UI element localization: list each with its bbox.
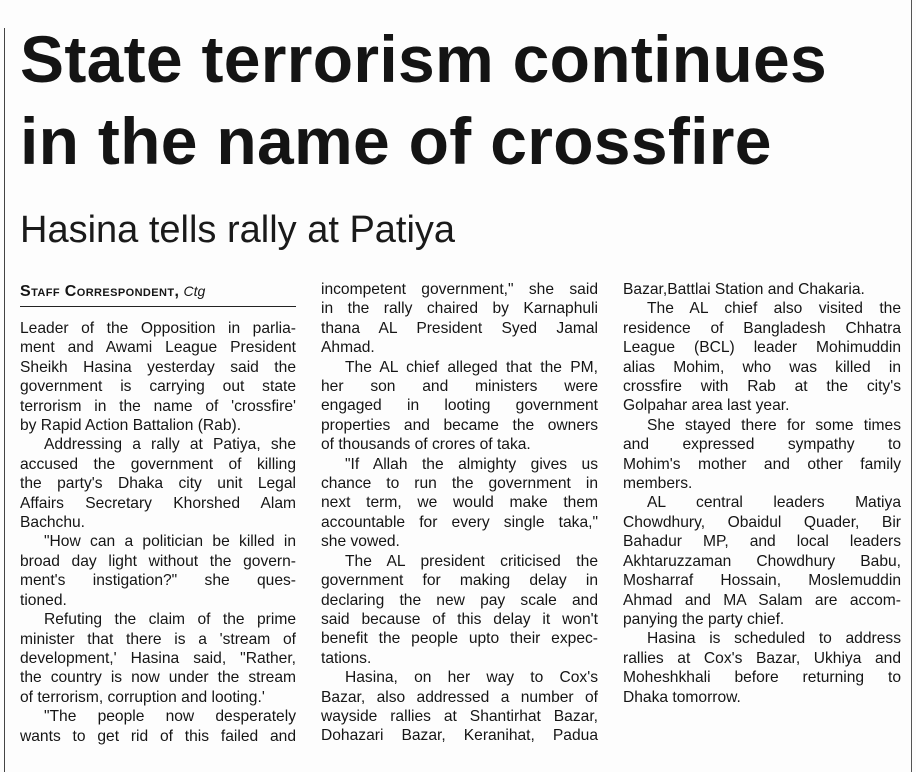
column-2-text	[321, 280, 598, 746]
text-line: said because of this delay it won't	[321, 610, 598, 628]
text-line: "If Allah the almighty gives us	[345, 455, 598, 473]
text-line: incompetent government," she said	[321, 281, 598, 298]
text-line: next term, we would make them	[321, 494, 598, 512]
text-line: Affairs Secretary Khorshed Alam	[20, 494, 296, 512]
article-column-3	[623, 280, 901, 707]
text-line: the country is now under the stream	[20, 669, 296, 687]
text-line: she vowed.	[321, 533, 400, 551]
text-line: Mohim's mother and other family	[623, 455, 901, 473]
text-line: AL central leaders Matiya	[647, 494, 901, 512]
text-line: members.	[623, 475, 693, 493]
text-line: "The people now desperately	[44, 708, 296, 726]
byline-role: Staff Correspondent,	[20, 283, 180, 300]
text-line: Bazar,Battlai Station and Chakaria.	[623, 281, 865, 298]
text-line: her son and ministers were	[321, 378, 598, 396]
text-line: She stayed there for some times	[647, 416, 901, 434]
text-line: development,' Hasina said, "Rather,	[20, 649, 296, 667]
text-line: Hasina is scheduled to address	[647, 630, 901, 648]
left-border-rule	[4, 28, 5, 772]
text-line: ment and Awami League President	[20, 339, 296, 357]
text-line: Chowdhury, Obaidul Quader, Bir	[623, 513, 901, 531]
text-line: The AL chief also visited the	[647, 300, 901, 318]
text-line: thana AL President Syed Jamal	[321, 319, 598, 337]
text-line: properties and became the owners	[321, 416, 598, 434]
text-line: in the rally chaired by Karnaphuli	[321, 300, 598, 318]
article-column-1	[20, 280, 296, 746]
column-1-text	[20, 319, 296, 746]
text-line: Dhaka tomorrow.	[623, 688, 741, 706]
text-line: minister that there is a 'stream of	[20, 630, 296, 648]
byline	[20, 280, 296, 307]
text-line: Ahmad and MA Salam are accom-	[623, 591, 901, 609]
headline-line-2: in the name of crossfire	[20, 104, 772, 178]
text-line: the party's Dhaka city unit Legal	[20, 475, 296, 493]
text-line: chance to run the government in	[321, 475, 598, 493]
text-line: tioned.	[20, 591, 67, 609]
text-line: "How can a politician be killed in	[44, 533, 296, 551]
text-line: Hasina, on her way to Cox's	[345, 669, 598, 687]
text-line: tations.	[321, 649, 372, 667]
text-line: of thousands of crores of taka.	[321, 436, 531, 454]
text-line: wayside rallies at Shantirhat Bazar,	[321, 707, 598, 725]
text-line: Refuting the claim of the prime	[44, 611, 296, 629]
article-column-2	[321, 280, 598, 746]
text-line: declaring the new pay scale and	[321, 591, 598, 609]
text-line: accountable for every single taka,"	[321, 513, 598, 531]
text-line: accused the government of killing	[20, 455, 296, 473]
text-line: rallies at Cox's Bazar, Ukhiya and	[623, 649, 901, 667]
text-line: Moheshkhali before returning to	[623, 669, 901, 687]
byline-location: Ctg	[183, 283, 206, 299]
text-line: residence of Bangladesh Chhatra	[623, 319, 901, 337]
text-line: crossfire with Rab at the city's	[623, 378, 901, 396]
text-line: Ahmad.	[321, 339, 375, 357]
text-line: government for making delay in	[321, 572, 598, 590]
text-line: Bazar, also addressed a number of	[321, 688, 598, 706]
text-line: wants to get rid of this failed and	[20, 727, 296, 745]
headline	[20, 18, 900, 182]
text-line: Dohazari Bazar, Keranihat, Padua	[321, 727, 598, 745]
text-line: broad day light without the govern-	[20, 552, 296, 570]
text-line: Akhtaruzzaman Chowdhury Babu,	[623, 552, 901, 570]
text-line: terrorism in the name of 'crossfire'	[20, 397, 296, 415]
subheadline: Hasina tells rally at Patiya	[20, 209, 456, 251]
text-line: Leader of the Opposition in parlia-	[20, 320, 296, 337]
text-line: Golpahar area last year.	[623, 397, 790, 415]
text-line: by Rapid Action Battalion (Rab).	[20, 417, 242, 435]
headline-line-1: State terrorism continues	[20, 22, 828, 96]
text-line: Mosharraf Hossain, Moslemuddin	[623, 572, 901, 590]
text-line: of terrorism, corruption and looting.'	[20, 688, 265, 706]
text-line: engaged in looting government	[321, 397, 598, 415]
text-line: Bachchu.	[20, 514, 86, 532]
right-border-rule	[911, 0, 912, 772]
column-3-text	[623, 280, 901, 707]
text-line: ment's instigation?" she ques-	[20, 572, 296, 590]
text-line: and expressed sympathy to	[623, 436, 901, 454]
text-line: Bahadur MP, and local leaders	[623, 533, 901, 551]
text-line: government is carrying out state	[20, 378, 296, 396]
text-line: The AL chief alleged that the PM,	[345, 358, 598, 376]
text-line: Addressing a rally at Patiya, she	[44, 436, 296, 454]
text-line: panying the party chief.	[623, 610, 785, 628]
text-line: The AL president criticised the	[345, 552, 598, 570]
text-line: League (BCL) leader Mohimuddin	[623, 339, 901, 357]
text-line: benefit the people upto their expec-	[321, 630, 598, 648]
text-line: Sheikh Hasina yesterday said the	[20, 358, 296, 376]
text-line: alias Mohim, who was killed in	[623, 358, 901, 376]
